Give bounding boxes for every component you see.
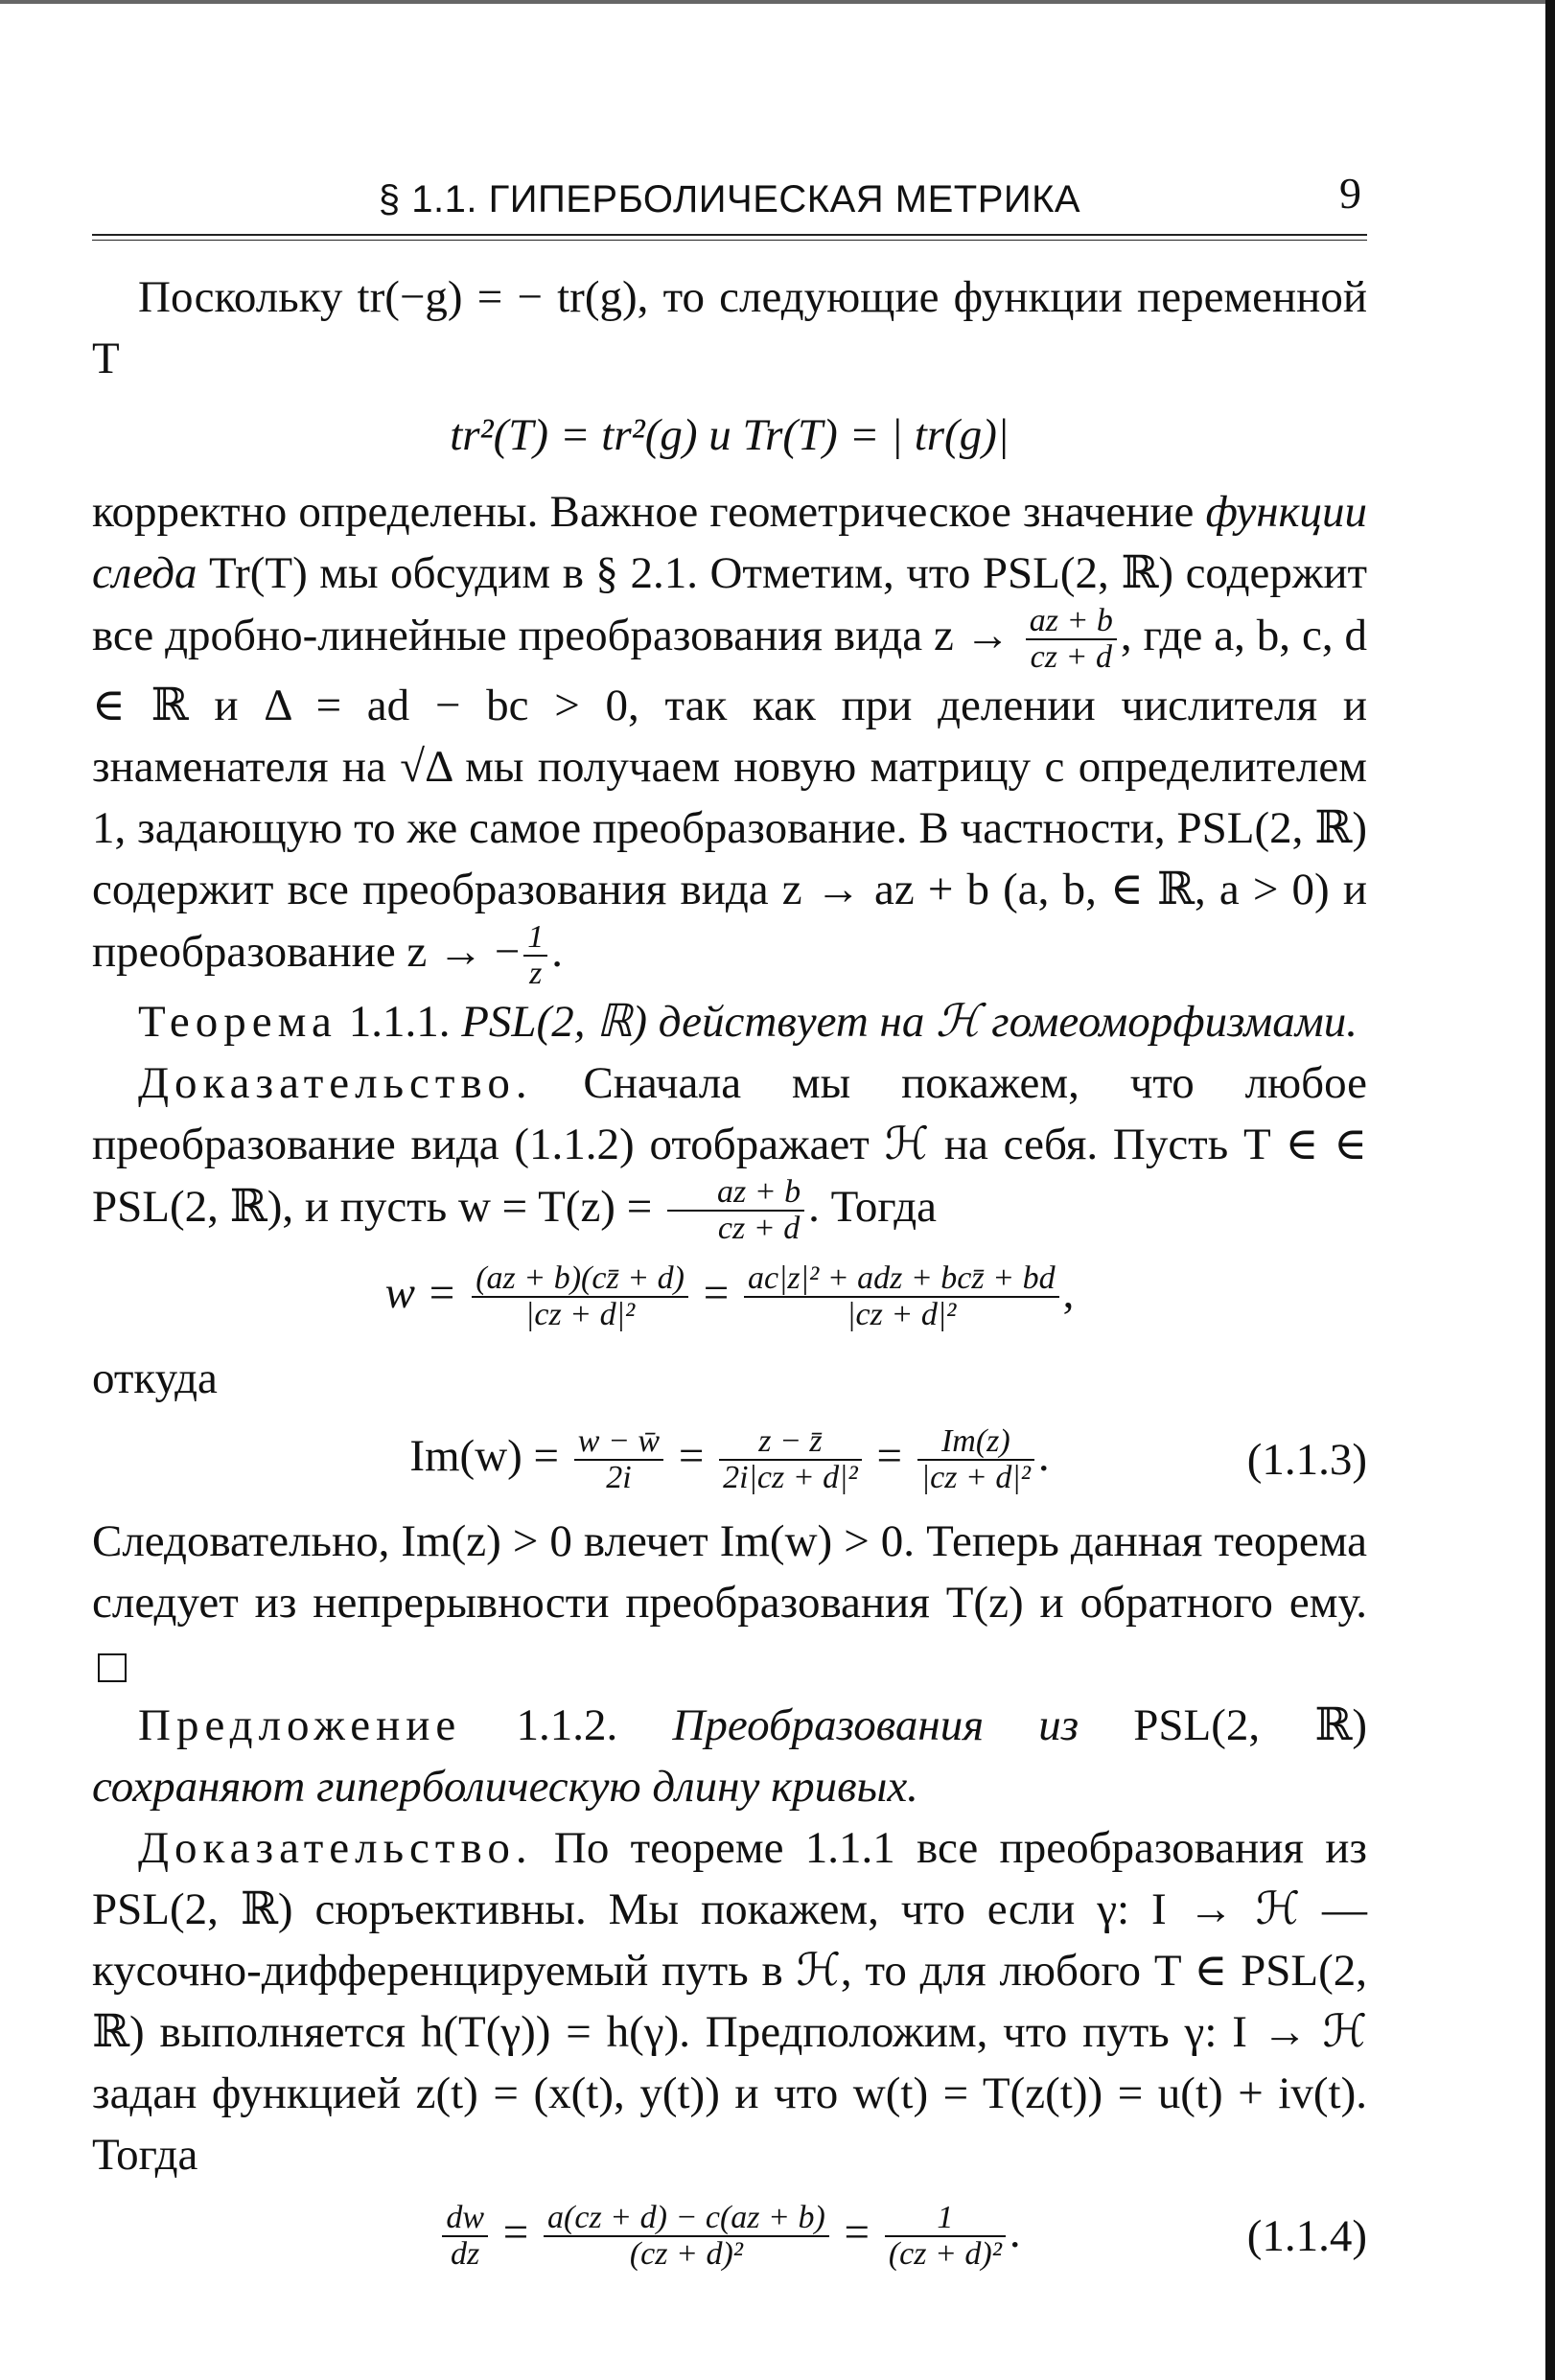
eq-im-lhs: Im(w) = xyxy=(409,1430,560,1481)
header-rule xyxy=(92,234,1367,241)
display-equation-1-1-3: Im(w) = $\frac{w - w̄}{2i}$ = $\frac{z - z̄}{\text{2i|cz + d|²}}$ = $\frac{Im(z)}{\text{|cz + d|²}}$ . (1.1.3) xyxy=(409,1423,1367,1495)
display-equation-w xyxy=(92,1261,1367,1332)
proposition-number: 1.1.2. xyxy=(516,1700,618,1750)
scan-right-edge xyxy=(1545,0,1555,2380)
proposition-statement-a: Преобразования из xyxy=(672,1700,1079,1750)
fraction-denominator: cz + d xyxy=(1030,639,1112,675)
scan-top-edge xyxy=(0,0,1555,4)
fraction-denominator: (cz + d)² xyxy=(629,2236,743,2272)
otkuda-word: откуда xyxy=(92,1353,218,1403)
psl-text-d: . xyxy=(551,926,564,977)
proposition-statement-b: PSL(2, ℝ) xyxy=(1133,1700,1368,1750)
fraction-inverse xyxy=(523,920,547,991)
fraction-im-3 xyxy=(917,1424,1034,1495)
theorem-label: Теорема xyxy=(138,997,337,1047)
fraction-im-2 xyxy=(719,1424,862,1495)
proposition-statement-c: сохраняют гиперболическую длину кривых. xyxy=(92,1762,918,1812)
proof-2 xyxy=(92,1817,1367,2185)
fraction-denominator: cz + d xyxy=(717,1211,801,1246)
fraction-denominator: z xyxy=(529,956,543,991)
fraction-mobius xyxy=(667,1175,804,1246)
fraction-denominator: (cz + d)² xyxy=(888,2236,1002,2272)
fraction-denominator: 2i xyxy=(606,1460,632,1495)
fraction-denominator: |cz + d|² xyxy=(920,1460,1031,1495)
otkuda-line xyxy=(92,1348,1367,1409)
fraction-denominator: dz xyxy=(451,2236,480,2272)
eq-w-lhs: w = xyxy=(384,1267,457,1318)
theorem-statement: PSL(2, ℝ) действует на ℋ гомеоморфизмами. xyxy=(461,997,1358,1047)
proof-1 xyxy=(92,1052,1367,1246)
equation-number: (1.1.4) xyxy=(1246,2211,1367,2261)
fraction-numerator: 1 xyxy=(885,2201,1006,2237)
running-head xyxy=(92,163,1367,240)
proposition-1-1-2 xyxy=(92,1695,1367,1817)
theorem-1-1-1 xyxy=(92,991,1367,1052)
fraction-numerator: ac|z|² + adz + bcz̄ + bd xyxy=(744,1261,1059,1298)
formula-trace-squared: tr²(T) = tr²(g) и Tr(T) = | tr(g)| xyxy=(450,410,1010,460)
proof1-text-c: Следовательно, Im(z) > 0 влечет Im(w) > 0. Теперь данная теорема следует из непрерывности преобразования T(z) и обратного ему. xyxy=(92,1516,1367,1628)
display-formula-trace xyxy=(92,404,1367,466)
proof-label: Доказательство. xyxy=(138,1058,533,1108)
fraction-denominator: |cz + d|² xyxy=(525,1297,636,1332)
fraction-numerator: w − w̄ xyxy=(574,1424,663,1461)
theorem-number: 1.1.1. xyxy=(348,997,451,1047)
fraction-im-1 xyxy=(574,1424,663,1495)
fraction-derivative xyxy=(544,2201,829,2272)
proof-label: Доказательство. xyxy=(138,1823,533,1873)
page-number: 9 xyxy=(1339,169,1361,218)
fraction-w-1 xyxy=(472,1261,688,1332)
eq-im-tail: . xyxy=(1037,1430,1050,1481)
eq-w-tail: , xyxy=(1062,1267,1075,1318)
proof1-text-a: Сначала мы покажем, что любое преобразование вида (1.1.2) отображает ℋ на себя. Пусть T ∈ ∈ PSL(2, ℝ), и пусть w = T(z) = xyxy=(92,1058,1368,1232)
fraction-mobius xyxy=(1026,604,1117,675)
eq-derivative-tail: . xyxy=(1009,2207,1021,2257)
equals-sign: = xyxy=(703,1267,730,1318)
psl-text-c: , где a, b, c, d ∈ ℝ и Δ = ad − bc > 0, так как при делении числителя и знаменателя на √Δ мы получаем новую матрицу с определителем 1, задающую то же самое преобразование. В частности, PSL(2, ℝ) содержит все преобразования вида z → az + b (a, b, ∈ ℝ, a > 0) и преобразование z → − xyxy=(92,610,1367,977)
proposition-label: Предложение xyxy=(138,1700,462,1750)
fraction-dw-dz xyxy=(442,2201,488,2272)
book-page xyxy=(92,163,1367,2287)
fraction-denominator: 2i|cz + d|² xyxy=(723,1460,858,1495)
psl-text-a: корректно определены. Важное геометрическое значение xyxy=(92,487,1195,537)
fraction-numerator: Im(z) xyxy=(917,1424,1034,1461)
proof1-conclusion xyxy=(92,1511,1367,1695)
psl-text-b: Tr(T) мы обсудим в § 2.1. Отметим, что PSL(2, ℝ) содержит все дробно-линейные преобразования вида z → xyxy=(92,548,1368,660)
trace-function-term: функции следа xyxy=(92,487,1368,598)
fraction-numerator: (az + b)(cz̄ + d) xyxy=(472,1261,688,1298)
intro-text: Поскольку tr(−g) = − tr(g), то следующие функции переменной T xyxy=(92,272,1367,383)
fraction-numerator: 1 xyxy=(523,920,547,957)
fraction-numerator: dw xyxy=(442,2201,488,2237)
fraction-w-2 xyxy=(744,1261,1059,1332)
paragraph-intro xyxy=(92,266,1367,389)
proof2-text: По теореме 1.1.1 все преобразования из PSL(2, ℝ) сюръективны. Мы покажем, что если γ: I → ℋ — кусочно-дифференцируемый путь в ℋ, то для любого T ∈ PSL(2, ℝ) выполняется h(T(γ)) = h(γ). Предположим, что путь γ: I → ℋ задан функцией z(t) = (x(t), y(t)) и что w(t) = T(z(t)) = u(t) + iv(t). Тогда xyxy=(92,1823,1368,2180)
paragraph-psl xyxy=(92,481,1367,991)
equation-number: (1.1.3) xyxy=(1246,1435,1367,1485)
fraction-numerator: z − z̄ xyxy=(719,1424,862,1461)
fraction-result xyxy=(885,2201,1006,2272)
display-equation-1-1-4: $\frac{dw}{dz}$ = $\frac{a(cz + d) - c(az + b)}{\text{(cz + d)²}}$ = $\frac{1}{\text{(cz + d)²}}$ . (1.1.4) xyxy=(92,2201,1367,2272)
fraction-numerator: az + b xyxy=(1026,604,1117,640)
fraction-denominator: |cz + d|² xyxy=(847,1297,957,1332)
fraction-numerator: az + b xyxy=(667,1175,804,1212)
section-title: § 1.1. ГИПЕРБОЛИЧЕСКАЯ МЕТРИКА xyxy=(378,178,1081,220)
fraction-numerator: a(cz + d) − c(az + b) xyxy=(544,2201,829,2237)
qed-square-icon xyxy=(98,1653,127,1682)
proof1-text-b: . Тогда xyxy=(808,1181,938,1232)
